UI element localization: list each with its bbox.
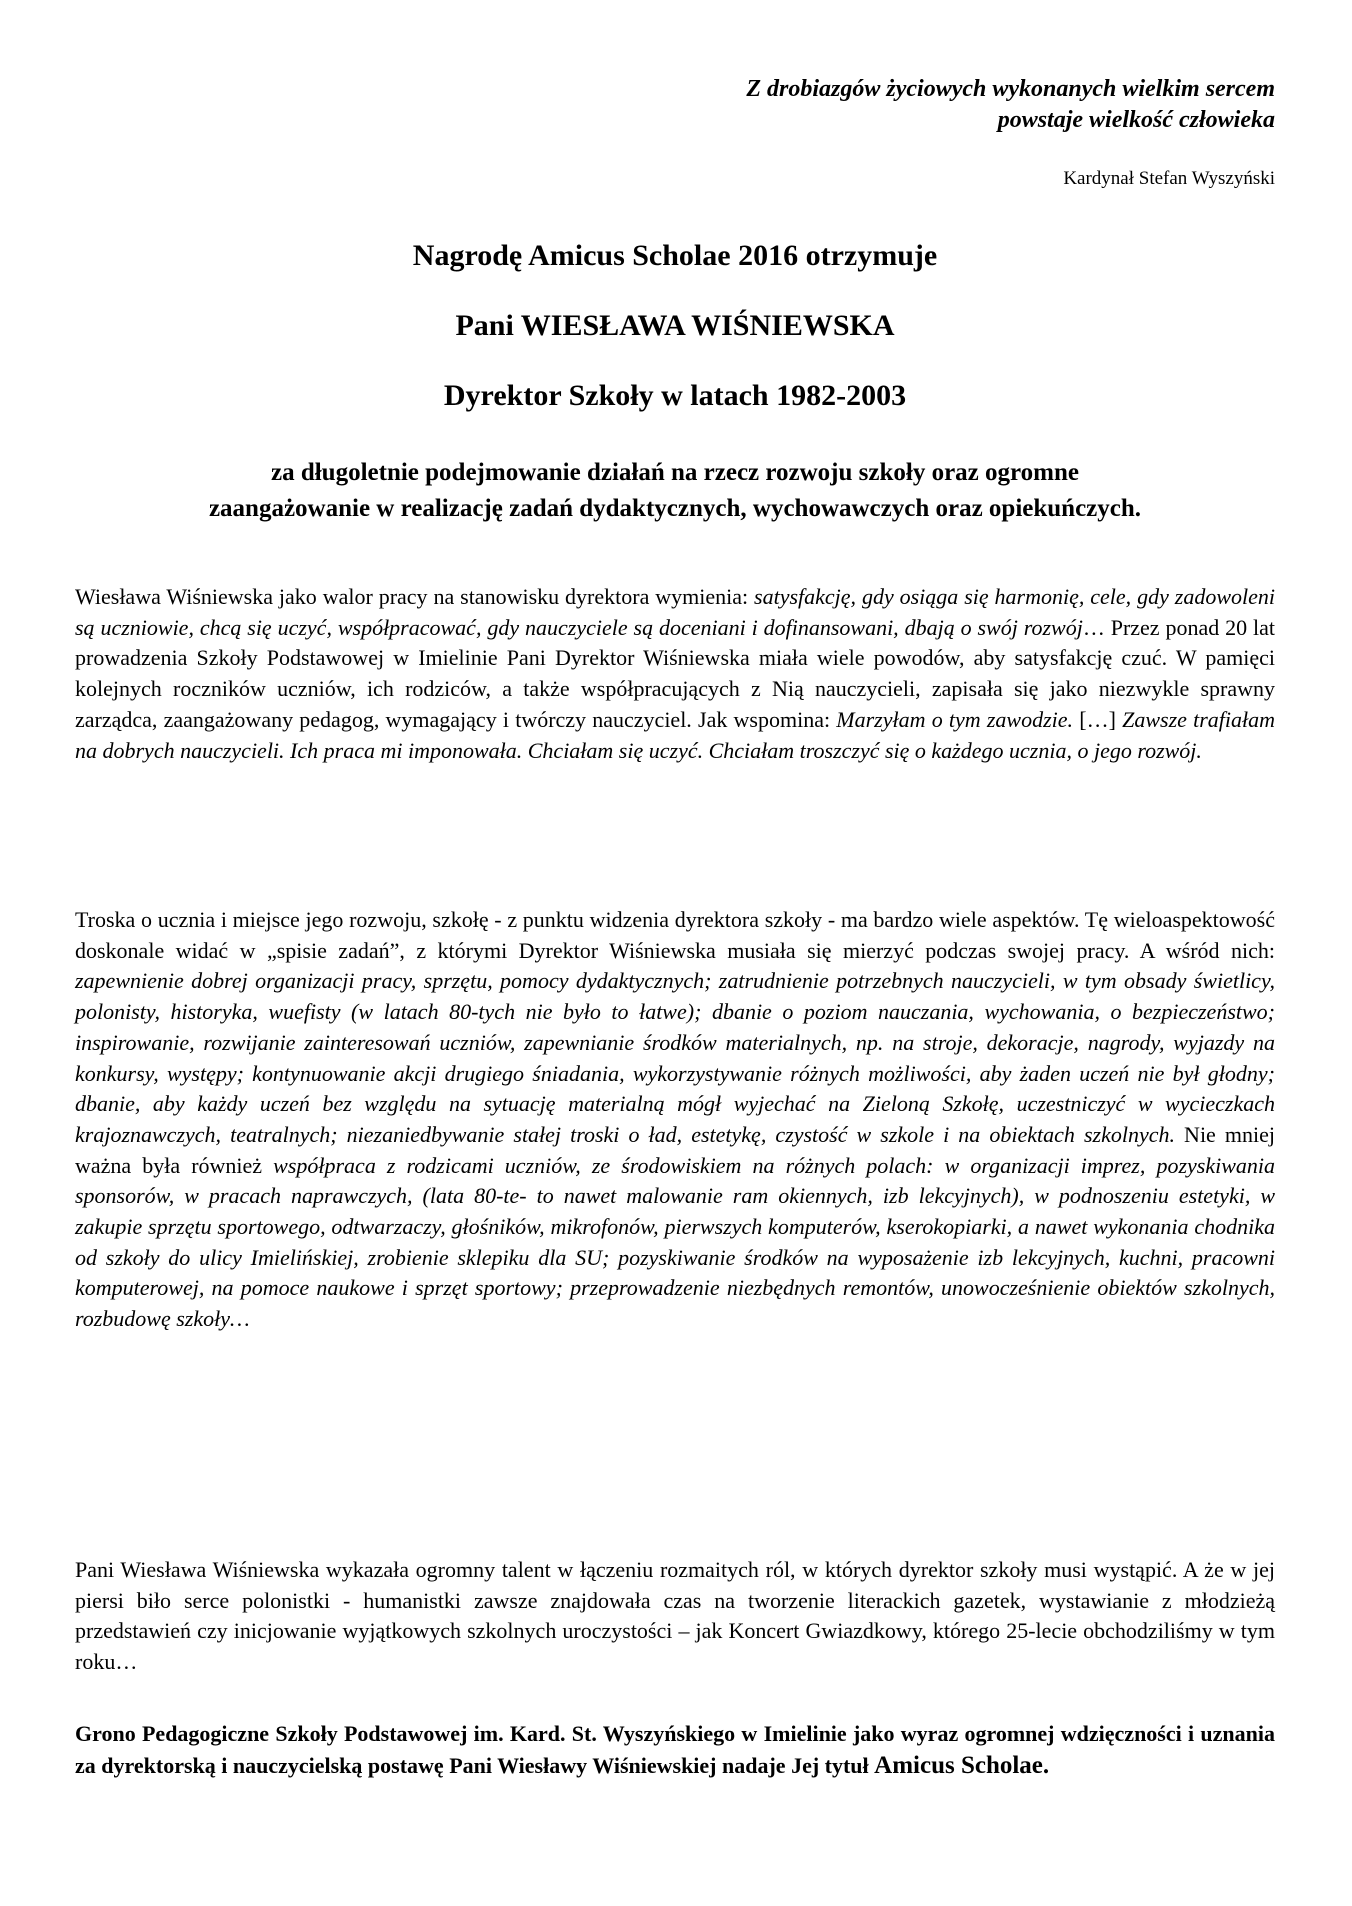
paragraph-2-text-a: Troska o ucznia i miejsce jego rozwoju, szkołę - z punktu widzenia dyrektora szkoły - ma bardzo wiele aspektów. Tę wieloaspektowość doskonale widać w „spisie zadań”, z którymi Dyrektor Wiśniewska musiała się mierzyć podczas swojej pracy. A wśród nich:: [75, 907, 1275, 963]
paragraph-1-text-a: Wiesława Wiśniewska jako walor pracy na stanowisku dyrektora wymienia:: [75, 584, 755, 609]
award-reason-line-1: za długoletnie podejmowanie działań na rzecz rozwoju szkoły oraz ogromne: [270, 459, 1079, 486]
motto-line-2: powstaje wielkość człowieka: [997, 107, 1275, 133]
paragraph-1-quote-b: Marzyłam o tym zawodzie.: [836, 706, 1074, 732]
award-title: Nagrodę Amicus Scholae 2016 otrzymuje: [412, 239, 938, 272]
paragraph-1-quote-a: satysfakcję, gdy osiąga się harmonię, cele, gdy zadowoleni są uczniowie, chcą się uczyć, współpracować, gdy nauczyciele są doceniani i dofinansowani, dbają o swój rozwój: [75, 584, 1275, 640]
paragraph-2-cooperation-list: współpraca z rodzicami uczniów, ze środowiskiem na różnych polach: w organizacji imprez, pozyskiwania sponsorów, w pracach naprawczych, (lata 80-te- to nawet malowanie ram okiennych, izb lekcyjnych), w podnoszeniu estetyki, w zakupie sprzętu sportowego, odtwarzaczy, głośników, mikrofonów, pierwszych komputerów, kserokopiarki, a nawet wykonania chodnika od szkoły do ulicy Imielińskiej, zrobienie sklepiku dla SU; pozyskiwanie środków na wyposażenie izb lekcyjnych, kuchni, pracowni komputerowej, na pomoce naukowe i sprzęt sportowy; przeprowadzenie niezbędnych remontów, unowocześnienie obiektów szkolnych, rozbudowę szkoły…: [75, 1152, 1275, 1332]
award-recipient-role: Dyrektor Szkoły w latach 1982-2003: [443, 379, 907, 412]
closing-statement: [75, 1718, 1275, 1782]
award-reason-line-2: zaangażowanie w realizację zadań dydaktycznych, wychowawczych oraz opiekuńczych.: [208, 495, 1142, 522]
paragraph-2: [75, 905, 1275, 1335]
award-recipient: Pani WIESŁAWA WIŚNIEWSKA: [455, 309, 895, 342]
motto-author: Kardynał Stefan Wyszyński: [1063, 168, 1275, 189]
paragraph-1-quote-c: Zawsze trafiałam na dobrych nauczycieli. Ich praca mi imponowała. Chciałam się uczyć. Chciałam troszczyć się o każdego ucznia, o jego rozwój.: [75, 706, 1276, 763]
closing-statement-text: Grono Pedagogiczne Szkoły Podstawowej im. Kard. St. Wyszyńskiego w Imielinie jako wyraz ogromnej wdzięczności i uznania za dyrektorską i nauczycielską postawę Pani Wiesławy Wiśniewskiej nadaje Jej tytuł: [75, 1721, 1275, 1778]
paragraph-2-task-list: zapewnienie dobrej organizacji pracy, sprzętu, pomocy dydaktycznych; zatrudnienie potrzebnych nauczycieli, w tym obsady świetlicy, polonisty, historyka, wuefisty (w latach 80-tych nie było to łatwe); dbanie o poziom nauczania, wychowania, o bezpieczeństwo; inspirowanie, rozwijanie zainteresowań uczniów, zapewnianie środków materialnych, np. na stroje, dekoracje, nagrody, wyjazdy na konkursy, występy; kontynuowanie akcji drugiego śniadania, wykorzystywanie różnych możliwości, aby żaden uczeń nie był głodny; dbanie, aby każdy uczeń bez względu na sytuację materialną mógł wyjechać na Zieloną Szkołę, uczestniczyć w wycieczkach krajoznawczych, teatralnych; niezaniedbywanie stałej troski o ład, estetykę, czystość w szkole i na obiektach szkolnych.: [75, 968, 1275, 1147]
paragraph-3: Pani Wiesława Wiśniewska wykazała ogromny talent w łączeniu rozmaitych ról, w których dyrektor szkoły musi wystąpić. A że w jej piersi biło serce polonistki - humanistki zawsze znajdowała czas na tworzenie literackich gazetek, wystawianie z młodzieżą przedstawień czy inicjowanie wyjątkowych szkolnych uroczystości – jak Koncert Gwiazdkowy, którego 25-lecie obchodziliśmy w tym roku…: [75, 1557, 1275, 1675]
paragraph-2-text-b: Nie mniej ważna była również: [75, 1121, 1275, 1178]
motto-line-1: Z drobiazgów życiowych wykonanych wielkim sercem: [746, 76, 1275, 102]
paragraph-1-ellipsis: […]: [1073, 706, 1123, 732]
award-reason: [75, 455, 1275, 527]
closing-award-title: Amicus Scholae.: [874, 1752, 1050, 1779]
motto-quote: [375, 74, 1275, 136]
paragraph-1: [75, 582, 1275, 766]
paragraph-1-text-b: … Przez ponad 20 lat prowadzenia Szkoły Podstawowej w Imielinie Pani Dyrektor Wiśniewska miała wiele powodów, aby satysfakcję czuć. W pamięci kolejnych roczników uczniów, ich rodziców, a także współpracujących z Nią nauczycieli, zapisała się jako niezwykle sprawny zarządca, zaangażowany pedagog, wymagający i twórczy nauczyciel. Jak wspomina:: [75, 614, 1275, 732]
